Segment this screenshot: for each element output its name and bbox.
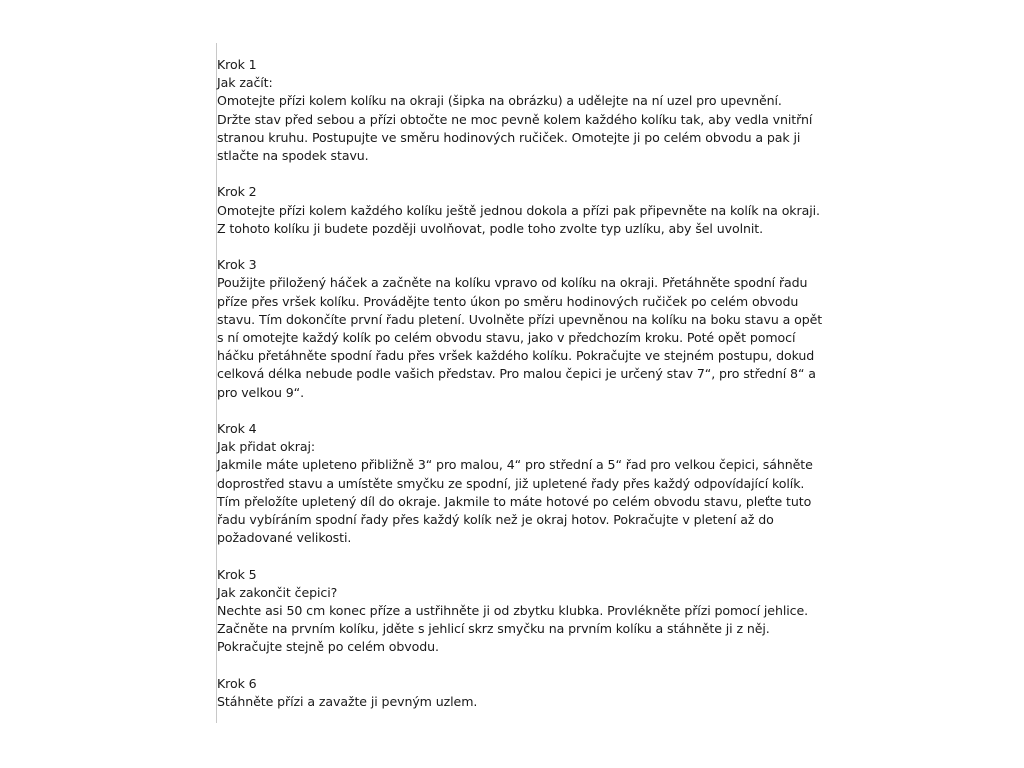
- step-6: [217, 675, 827, 711]
- step-title: Krok 3: [217, 257, 257, 273]
- step-paragraph: Držte stav před sebou a přízi obtočte ne moc pevně kolem každého kolíku tak, aby vedla vnitřní stranou kruhu. Postupujte ve směru hodinových ručiček. Omotejte ji po celém obvodu a pak ji stlačte na spodek stavu.: [217, 111, 813, 164]
- step-4: [217, 420, 827, 547]
- step-paragraph: Omotejte přízi kolem kolíku na okraji (šipka na obrázku) a udělejte na ní uzel pro upevnění.: [217, 93, 782, 109]
- step-title: Krok 6: [217, 675, 257, 691]
- step-paragraph: Stáhněte přízi a zavažte ji pevným uzlem.: [217, 694, 478, 710]
- step-title: Krok 2: [217, 184, 257, 200]
- step-subtitle: Jak zakončit čepici?: [217, 584, 338, 600]
- step-subtitle: Jak přidat okraj:: [217, 439, 315, 455]
- step-2: [217, 183, 827, 238]
- step-title: Krok 1: [217, 57, 257, 72]
- step-title: Krok 5: [217, 566, 257, 582]
- step-title: Krok 4: [217, 421, 257, 437]
- step-5: [217, 566, 827, 657]
- step-1: [217, 56, 827, 165]
- step-paragraph: Omotejte přízi kolem každého kolíku ještě jednou dokola a přízi pak připevněte na kolík na okraji. Z tohoto kolíku ji budete později uvolňovat, podle toho zvolte typ uzlíku, aby šel uvolnit.: [217, 202, 820, 236]
- step-3: [217, 256, 827, 402]
- step-paragraph: Jakmile máte upleteno přibližně 3“ pro malou, 4“ pro střední a 5“ řad pro velkou čepici, sáhněte doprostřed stavu a umístěte smyčku ze spodní, již upletené řady přes každý odpovídající kolík. Tím přeložíte upletený díl do okraje. Jakmile to máte hotové po celém obvodu stavu, pleťte tuto řadu vybíráním spodní řady přes každý kolík než je okraj hotov. Pokračujte v pletení až do požadované velikosti.: [217, 457, 813, 546]
- step-paragraph: Použijte přiložený háček a začněte na kolíku vpravo od kolíku na okraji. Přetáhněte spodní řadu příze přes vršek kolíku. Provádějte tento úkon po směru hodinových ručiček po celém obvodu stavu. Tím dokončíte první řadu pletení. Uvolněte přízi upevněnou na kolíku na boku stavu a opět s ní omotejte každý kolík po celém obvodu stavu, jako v předchozím kroku. Poté opět pomocí háčku přetáhněte spodní řadu přes vršek každého kolíku. Pokračujte ve stejném postupu, dokud celková délka nebude podle vašich představ. Pro malou čepici je určený stav 7“, pro střední 8“ a pro velkou 9“.: [217, 275, 823, 400]
- document-body: [217, 56, 827, 729]
- step-paragraph: Nechte asi 50 cm konec příze a ustřihněte ji od zbytku klubka. Provlékněte přízi pomocí jehlice. Začněte na prvním kolíku, jděte s jehlicí skrz smyčku na prvním kolíku a stáhněte ji z něj. Pokračujte stejně po celém obvodu.: [217, 603, 809, 655]
- step-subtitle: Jak začít:: [217, 75, 273, 91]
